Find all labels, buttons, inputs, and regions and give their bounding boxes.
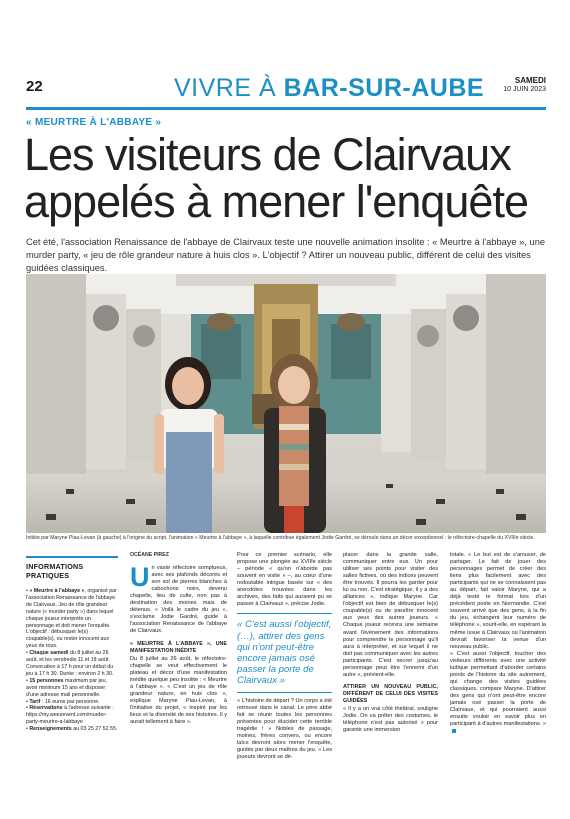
info-item-label: Chaque samedi [29, 650, 69, 657]
page-number: 22 [26, 78, 43, 95]
body-paragraph [450, 651, 546, 736]
info-box-body [26, 588, 118, 733]
info-item-label: Réservations [29, 705, 63, 712]
body-paragraph: Pour ce premier scénario, elle propose une plongée au XVIIIe siècle – période « qu'on n'aborde pas souvent en visite » –, au cœur d'une redoutable intrigue basée sur « des anecdotes trouvées dans les archives, des faits qui auraient pu se passer à Clairvaux », précise Jodie. [237, 552, 332, 608]
article-column-3 [343, 552, 438, 734]
masthead-rule [26, 107, 546, 110]
info-item-text: du 8 juillet au 26 août, et les vendredis 11 et 18 août. Convocation à 17 h pour un début du jeu à 17 h 30. Durée : environ 2 h 30. [26, 650, 114, 677]
info-item: • Réservations à l'adresse suivante : https://my.weezevent.com/murder-party-meurtre-a-labbaye [26, 705, 114, 726]
info-item-text: maximum par jeu, avoir minimum 15 ans et disposer d'une adresse mail personnelle. [26, 677, 108, 698]
body-paragraph: « L'histoire de départ ? Un corps a été retrouvé dans le canal. Le père abbé fait se réunir toutes les personnes présentes pour élucider cette terrible tragédie ! » Nobles de passage, moines, frères convers, ou encore laïcs devront alors mener l'enquête, guidés par deux maîtres du jeu. « Les joueurs devront se dé- [237, 697, 332, 760]
dateline [503, 76, 546, 94]
section-title-bold: BAR-SUR-AUBE [283, 74, 485, 102]
article-headline: Les visiteurs de Clairvaux appelés à mener l'enquête [24, 129, 528, 227]
dateline-day: SAMEDI [514, 76, 546, 85]
body-paragraph: n vaste réfectoire somptueux, avec ses plafonds décorés et son sol de pierres blanches à cabochons noirs, devenu chapelle, lieu de culte, non pas à destination des moines mais de détenus. « Voilà le cadre du jeu », s'exclame Jodie Gardré, guide à l'association Renaissance de l'abbaye de Clairvaux. [130, 565, 227, 635]
section-title [174, 74, 484, 103]
info-item-text: : 16 euros par personne. [40, 698, 100, 705]
photo-caption: Initiée par Maryne Piau-Levan (à gauche) à l'origine du script, l'animation « Meurtre à l'abbaye », à laquelle contribue également Jodie Gardré, se déroule dans un décor exceptionnel : le réfectoire-chapelle du XVIIIe siècle. [26, 535, 535, 541]
info-box-title: INFORMATIONS PRATIQUES [26, 556, 118, 580]
masthead [26, 74, 546, 108]
info-item-text: au 03 25 27 52 55. [71, 726, 118, 733]
pull-quote: « C'est aussi l'objectif, (…), attirer des gens qui n'ont peut-être encore jamais osé passer la porte de Clairvaux » [237, 613, 332, 692]
info-item-label: Tarif [29, 698, 41, 705]
info-box [26, 556, 118, 733]
section-title-light: VIVRE À [174, 74, 277, 102]
info-item: • « Meurtre à l'abbaye », organisé par l'association Renaissance de l'abbaye de Clairvaux. Jeu de rôle grandeur nature (« murder party ») dans lequel chaque joueur interprète un personnage et doit mener l'enquête. L'objectif : débusquer le(s) coupable(s), ou rester innocent aux yeux de tous. [26, 588, 117, 650]
info-item: • Chaque samedi du 8 juillet au 26 août, et les vendredis 11 et 18 août. Convocation à 17 h pour un début du jeu à 17 h 30. Durée : environ 2 h 30. [26, 650, 114, 677]
info-item-label: 15 personnes [29, 677, 64, 684]
end-mark-icon [452, 729, 456, 733]
info-item: • 15 personnes maximum par jeu, avoir minimum 15 ans et disposer d'une adresse mail personnelle. [26, 677, 108, 698]
subhead: « MEURTRE À L'ABBAYE », UNE MANIFESTATION INÉDITE [130, 640, 227, 654]
subhead: ATTIRER UN NOUVEAU PUBLIC, DIFFÉRENT DE CELUI DES VISITES GUIDÉES [343, 683, 438, 704]
info-item-label: Renseignements [29, 726, 72, 733]
photo-illustration [26, 274, 546, 533]
article-photo [26, 274, 546, 533]
info-item-text: , organisé par l'association Renaissance de l'abbaye de Clairvaux. Jeu de rôle grandeur nature (« murder party ») dans lequel chaque joueur interprète un personnage et doit mener l'enquête. L'objectif : débusquer le(s) coupable(s), ou rester innocent aux yeux de tous. [26, 588, 117, 650]
article-column-4 [450, 552, 546, 735]
info-item-text: à l'adresse suivante : https://my.weezevent.com/murder-party-meurtre-a-labbaye [26, 705, 114, 726]
byline: OCÉANE PIREZ [130, 552, 169, 558]
info-item: • Renseignements au 03 25 27 52 55. [26, 726, 118, 733]
dateline-date: 10 JUIN 2023 [503, 86, 546, 93]
person-right [264, 354, 326, 533]
body-paragraph: « Il y a un vrai côté théâtral, souligne Jodie. On va prêter des costumes, le téléphone n'est pas autorisé » pour garantir une immersion [343, 705, 438, 734]
info-item-label: « Meurtre à l'abbaye » [29, 588, 85, 594]
article-column-1 [130, 552, 227, 726]
body-paragraph: placer dans la grande salle, communiquer entre eux. Un pour utiliser ses points pour visiter des salles fictives, où des indices peuvent être trouvés. Il pourra les garder pour lui ou non. C'est stratégique, il y a des alliances », indique Maryne. Car l'objectif est bien de débusquer le(s) coupable(s) ou de paraître innocent aux yeux des autres joueurs. « Chaque joueur recevra une semaine avant l'événement des informations pour comprendre le personnage qu'il aura à interpréter, et sur lequel il ne doit pas communiquer avec les autres participants. C'est secret jusqu'au personnage peut être l'ennemi d'un autre », prévient-elle. [343, 552, 438, 678]
body-paragraph-text: « C'est aussi l'objectif, toucher des visiteurs différents avec une activité ludique permettant d'aborder certains points de l'histoire du site autrement, qui change des visites guidées classiques, compare Maryne. D'attirer des gens qui n'ont peut-être encore jamais osé passer la porte de Clairvaux, et qui pourraient aussi ensuite vouloir en savoir plus en participant à d'autres manifestations. » [450, 650, 546, 728]
dropcap: U [130, 562, 150, 593]
article-standfirst: Cet été, l'association Renaissance de l'abbaye de Clairvaux teste une nouvelle animation insolite : « Meurtre à l'abbaye », une murder party, « jeu de rôle grandeur nature à huis clos ». L'objectif ? Attirer un nouveau public, différent de celui des visites guidées classiques. [26, 237, 546, 273]
body-paragraph: Du 8 juillet au 26 août, le réfectoire-chapelle se veut effectivement le plateau et décor d'une manifestation inédite quelque peu insolite : « Meurtre à l'abbaye ». « C'est un jeu de rôle grandeur nature, en huis clos », explique Maryne Piau-Levan, à l'initiative du projet, « inspiré par les lieux et la diversité de ses histoires. Il y aurait tellement à faire ». [130, 655, 227, 726]
article-column-2 [237, 552, 332, 761]
article-kicker: « MEURTRE À L'ABBAYE » [26, 117, 162, 128]
body-paragraph: totale. « Le but est de s'amuser, de partager. Le fait de jouer des personnages permet de créer des liens plus facilement avec des participants qui ne se connaissent pas au départ, fait valoir Maryne, qui a déjà testé le format lors d'un précédent poste en Normandie. C'est souvent arrivé que des gens, à la fin du jeu, échangent leur numéro de téléphone », sourit-elle, en espérant la même issue à Clairvaux où l'animation devrait favoriser la venue d'un nouveau public. [450, 552, 546, 650]
info-item: • Tarif : 16 euros par personne. [26, 698, 100, 705]
